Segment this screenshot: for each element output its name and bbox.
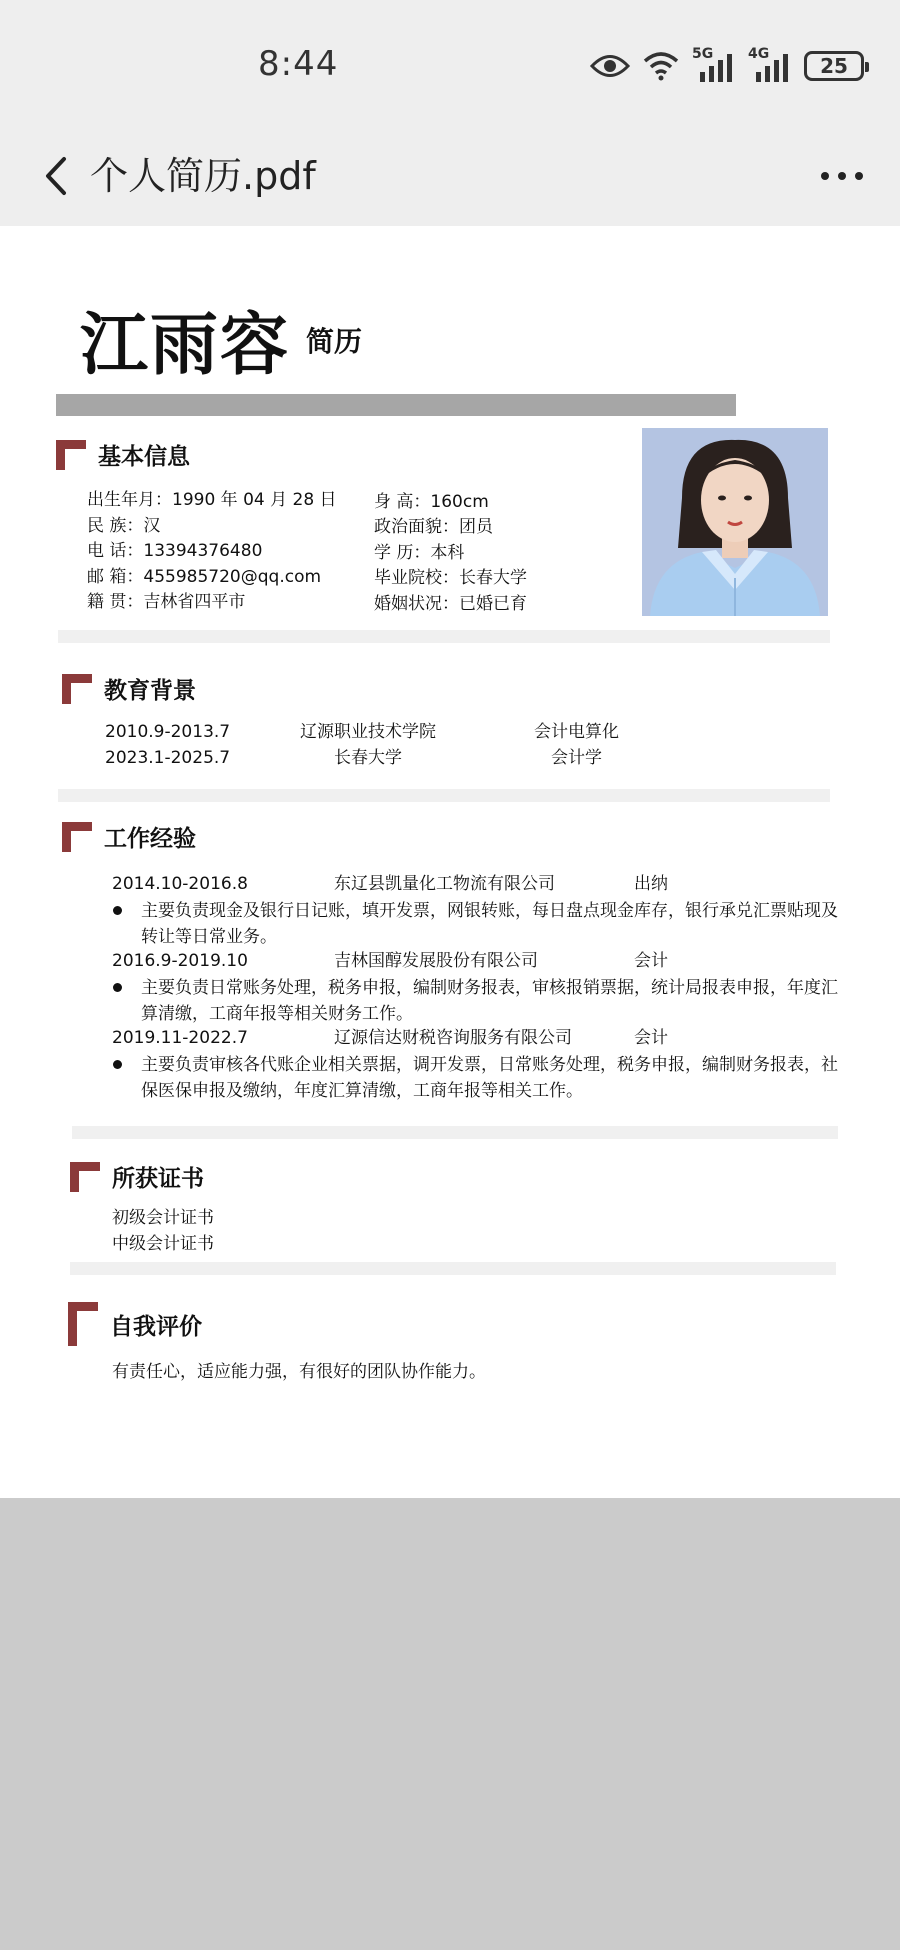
work-2-desc: 主要负责日常账务处理，税务申报，编制财务报表，审核报销票据，统计局报表申报，年度汇算清缴，工商年报等相关财务工作。 <box>141 978 838 1024</box>
work-3-role: 会计 <box>634 1028 668 1048</box>
section-work-title: 工作经验 <box>104 826 196 852</box>
signal-4g-icon <box>748 46 792 82</box>
section-education <box>62 672 196 705</box>
work-2-company: 吉林国醇发展股份有限公司 <box>334 951 538 971</box>
network-4g-label: 4G <box>748 46 770 62</box>
status-bar <box>0 0 900 130</box>
section-corner-icon <box>62 822 92 852</box>
basic-school: 毕业院校：长春大学 <box>374 568 527 588</box>
work-3-bullet <box>113 1052 853 1104</box>
back-button[interactable] <box>28 148 84 204</box>
work-1-bullet <box>113 898 853 950</box>
basic-height: 身 高：160cm <box>374 492 489 512</box>
basic-phone: 电 话：13394376480 <box>87 541 263 561</box>
section-divider <box>70 1262 836 1275</box>
basic-birth: 出生年月：1990 年 04 月 28 日 <box>87 490 337 510</box>
work-2-bullet <box>113 975 853 1027</box>
section-divider <box>58 630 830 643</box>
section-self-eval-title: 自我评价 <box>110 1313 202 1340</box>
section-certificates <box>70 1160 204 1193</box>
wifi-icon <box>642 51 680 81</box>
status-time: 8:44 <box>258 44 339 84</box>
work-3-company: 辽源信达财税咨询服务有限公司 <box>334 1028 572 1048</box>
section-divider <box>72 1126 838 1139</box>
battery-icon <box>804 51 864 81</box>
edu-1-period: 2010.9-2013.7 <box>105 722 231 742</box>
basic-email: 邮 箱：455985720@qq.com <box>87 567 322 587</box>
edu-1-school: 辽源职业技术学院 <box>300 722 436 742</box>
work-3-period: 2019.11-2022.7 <box>112 1028 248 1048</box>
cert-2: 中级会计证书 <box>112 1234 214 1254</box>
edu-2-period: 2023.1-2025.7 <box>105 748 231 768</box>
work-1-company: 东辽县凯量化工物流有限公司 <box>334 874 555 894</box>
work-3-desc: 主要负责审核各代账企业相关票据，调开发票，日常账务处理，税务申报，编制财务报表，社保医保申报及缴纳，年度汇算清缴，工商年报等相关工作。 <box>141 1055 838 1101</box>
section-corner-icon <box>70 1162 100 1192</box>
section-corner-icon <box>62 674 92 704</box>
eye-icon <box>590 53 630 79</box>
edu-1-major: 会计电算化 <box>534 722 619 742</box>
back-arrow-icon <box>42 155 70 197</box>
section-self-eval <box>68 1302 202 1346</box>
self-eval-text: 有责任心，适应能力强，有很好的团队协作能力。 <box>112 1362 486 1382</box>
section-corner-icon <box>68 1302 98 1346</box>
status-icons <box>590 46 864 82</box>
cert-1: 初级会计证书 <box>112 1208 214 1228</box>
basic-marital: 婚姻状况：已婚已育 <box>374 594 527 614</box>
basic-ethnicity: 民 族：汉 <box>87 516 161 536</box>
work-1-period: 2014.10-2016.8 <box>112 874 248 894</box>
portrait-illustration <box>642 428 828 616</box>
basic-political: 政治面貌：团员 <box>374 517 493 537</box>
title-underline-bar <box>56 394 736 416</box>
section-corner-icon <box>56 440 86 470</box>
document-title: 个人简历.pdf <box>90 154 316 198</box>
basic-degree: 学 历：本科 <box>374 543 465 563</box>
network-5g-label: 5G <box>692 46 714 62</box>
section-education-title: 教育背景 <box>104 678 196 704</box>
work-2-period: 2016.9-2019.10 <box>112 951 248 971</box>
more-options-button[interactable] <box>810 148 874 204</box>
resume-name: 江雨容 <box>80 306 291 385</box>
edu-2-major: 会计学 <box>551 748 602 768</box>
section-work <box>62 820 196 853</box>
work-2-role: 会计 <box>634 951 668 971</box>
work-1-role: 出纳 <box>634 874 668 894</box>
signal-5g-icon <box>692 46 736 82</box>
section-basic-info <box>56 438 190 471</box>
bullet-dot <box>113 1060 122 1069</box>
work-1-desc: 主要负责现金及银行日记账，填开发票，网银转账，每日盘点现金库存，银行承兑汇票贴现及转让等日常业务。 <box>141 901 838 947</box>
section-divider <box>58 789 830 802</box>
section-basic-title: 基本信息 <box>98 444 190 470</box>
pdf-page <box>0 226 900 1498</box>
bullet-dot <box>113 906 122 915</box>
edu-2-school: 长春大学 <box>334 748 402 768</box>
battery-level: 25 <box>820 54 848 78</box>
section-certs-title: 所获证书 <box>112 1166 204 1192</box>
bullet-dot <box>113 983 122 992</box>
app-bar <box>0 130 900 226</box>
basic-native: 籍 贯：吉林省四平市 <box>87 592 246 612</box>
more-dots-icon <box>820 171 864 181</box>
profile-photo <box>642 428 828 616</box>
resume-name-suffix: 简历 <box>306 325 363 358</box>
